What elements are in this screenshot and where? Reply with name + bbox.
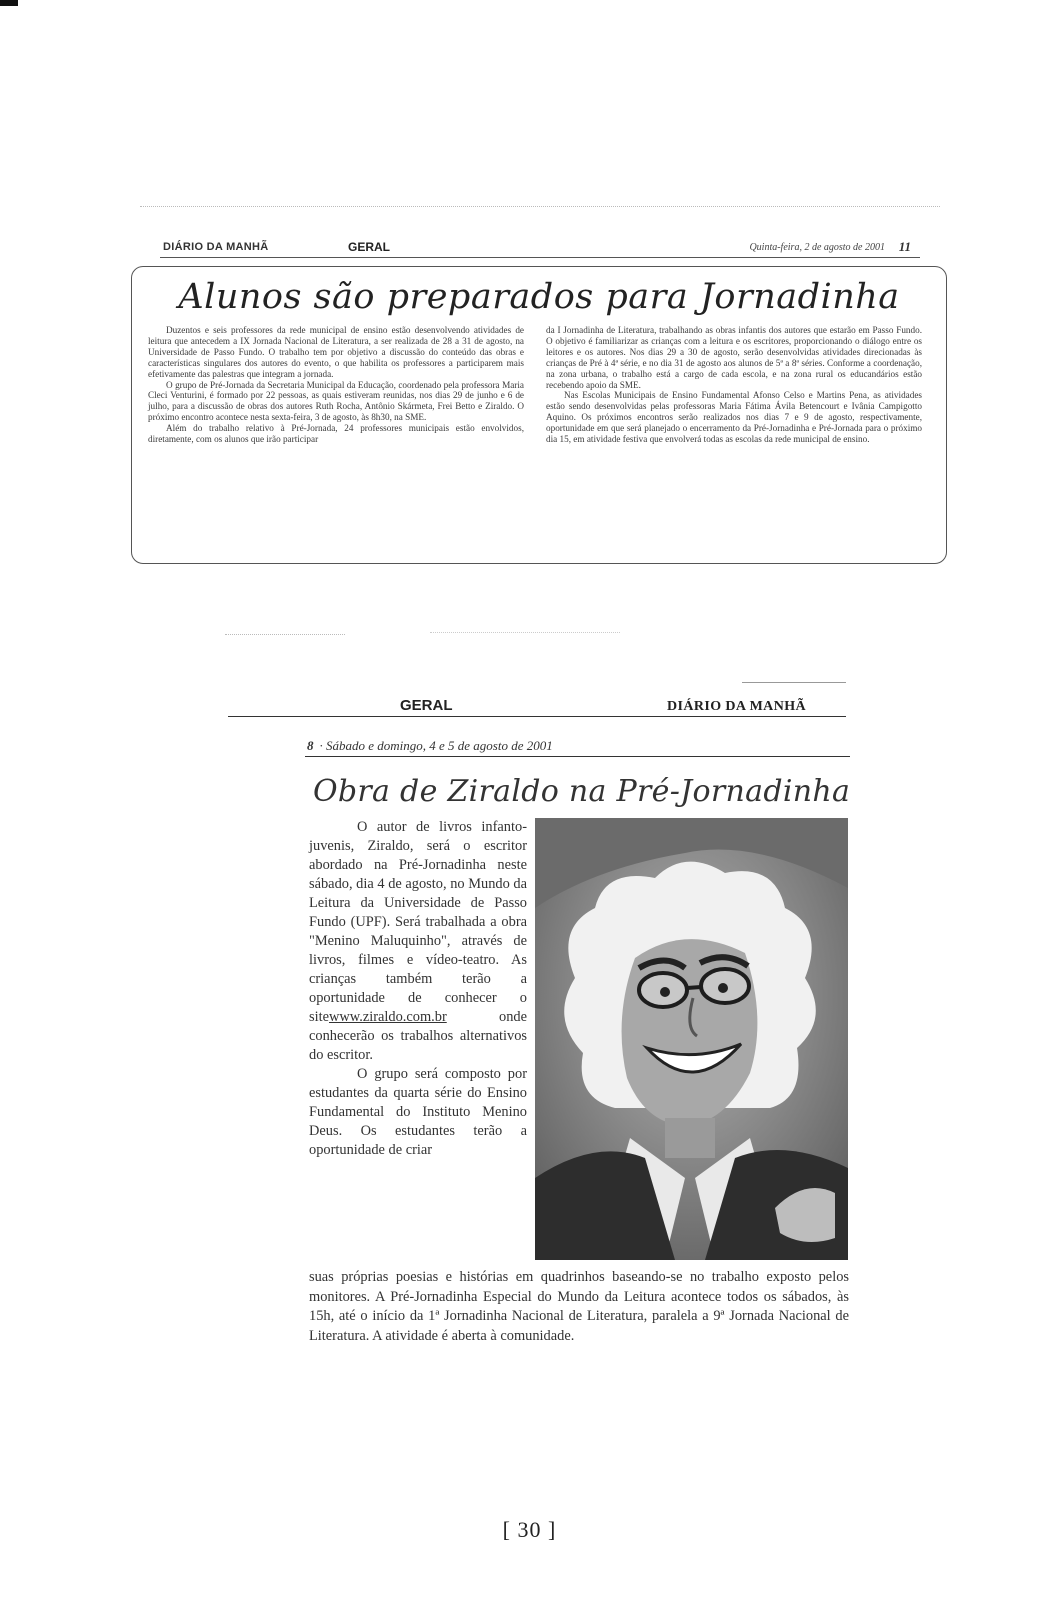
clipping-2-scrap-line — [742, 682, 846, 683]
clipping-1-article-box — [131, 266, 947, 564]
clipping-2-newspaper-name: DIÁRIO DA MANHÃ — [667, 699, 806, 714]
ziraldo-site-link: www.ziraldo.com.br — [328, 1009, 447, 1025]
clipping-2-header-rule — [228, 716, 846, 717]
clipping-1-header — [163, 241, 933, 257]
ziraldo-caricature-photo — [535, 818, 848, 1260]
clipping-1-top-rule — [140, 206, 940, 207]
clipping-1-paragraph: O grupo de Pré-Jornada da Secretaria Municipal da Educação, coordenado pela professora Maria Cleci Venturini, é formado por 22 pessoas, as quais estiveram reunidas, nos dias 29 de junho e 6 de julho, para a discussão de obras dos autores Ruth Rocha, Antônio Skármeta, Frei Betto e Ziraldo. O próximo encontro acontece nesta sexta-feira, 3 de agosto, às 8h30, na SME. — [148, 379, 524, 423]
clipping-2-paragraph-continuation: suas próprias poesias e histórias em quadrinhos baseando-se no trabalho exposto pelos monitores. A Pré-Jornadinha Especial do Mundo da Leitura acontece todos os sábados, às 15h, até o início da 1ª Jornadinha Nacional de Literatura, paralela a 9ª Jornada Nacional de Literatura. A atividade é aberta à comunidade. — [309, 1269, 849, 1344]
clipping-2-paragraph — [309, 818, 527, 1065]
clipping-2-dateline-rule — [305, 756, 850, 757]
clipping-2-scrap-line — [225, 634, 345, 635]
clipping-1-paragraph: Nas Escolas Municipais de Ensino Fundamental Afonso Celso e Martins Pena, as atividades estão sendo desenvolvidas pelas professoras Maria Fátima Ávila Betencourt e Ivânia Campigotto Aquino. Os próximos encontros serão realizados nos dias 7 e 9 de agosto, respectivamente, oportunidade em que será planejado o encerramento da Pré-Jornadinha e Pré-Jornada para o próximo dia 15, em atividade festiva que envolverá todas as escolas da rede municipal de ensino. — [546, 390, 922, 445]
clipping-2-headline: Obra de Ziraldo na Pré-Jornadinha — [313, 774, 851, 809]
clipping-2-paragraph: O grupo será composto por estudantes da quarta série do Ensino Fundamental do Instituto Menino Deus. Os estudantes terão a oportunidade de criar — [309, 1066, 527, 1158]
clipping-2-date: Sábado e domingo, 4 e 5 de agosto de 2001 — [326, 738, 553, 753]
clipping-1-paragraph: da I Jornadinha de Literatura, trabalhando as obras infantis dos autores que estarão em Passo Fundo. O objetivo é familiarizar as crianças com a leitura e os escritores, proporcionando o diálogo entre os leitores e os autores. Nos dias 29 a 30 de agosto, serão desenvolvidas atividades direcionadas às crianças de Pré à 4ª série, e no dia 31 de agosto aos alunos de 5ª a 8ª séries. Conforme a coordenação, na zona urbana, o trabalho está a cargo de cada escola, e na zona rural os educandários estão recebendo apoio da SME. — [546, 325, 922, 390]
clipping-2-dateline: 8 · Sábado e domingo, 4 e 5 de agosto de 2001 — [307, 738, 553, 753]
clipping-1-paragraph: Além do trabalho relativo à Pré-Jornada, 24 professores municipais estão envolvidos, diretamente, com os alunos que irão participar — [148, 423, 524, 445]
clipping-2-text: O autor de livros infanto-juvenis, Ziraldo, será o escritor abordado na Pré-Jornadinha neste sábado, dia 4 de agosto, no Mundo da Leitura da Universidade de Passo Fundo (UPF). Será trabalhada a obra "Menino Maluquinho", através de livros, filmes e vídeo-teatro. As crianças também terão a oportunidade de conhecer o site — [309, 819, 527, 1025]
clipping-2-text-column — [309, 818, 527, 1160]
clipping-1-paragraph: Duzentos e seis professores da rede municipal de ensino estão desenvolvendo atividades de leitura que antecedem a IX Jornada Nacional de Literatura, a ser realizada de 28 a 31 de agosto, na Universidade de Passo Fundo. O trabalho tem por objetivo a discussão do conteúdo das obras e características singulares dos autores do evento, o que habilita os professores a participarem mais efetivamente das palestras que integram a jornada. — [148, 325, 524, 379]
clipping-2-section: GERAL — [400, 697, 453, 714]
clipping-1-newspaper-name: DIÁRIO DA MANHÃ — [163, 241, 269, 253]
scan-corner-mark — [0, 0, 18, 6]
clipping-1-date: Quinta-feira, 2 de agosto de 2001 — [749, 242, 885, 253]
clipping-1-section: GERAL — [348, 240, 390, 254]
clipping-2-text: onde conhecerão os trabalhos alternativos do escritor. — [309, 1009, 527, 1063]
clipping-2-page-number: 8 — [307, 738, 314, 753]
page-number: [ 30 ] — [502, 1517, 557, 1542]
clipping-1-right-column — [546, 325, 922, 445]
clipping-2-header — [230, 697, 806, 717]
clipping-1-header-rule — [160, 257, 920, 258]
clipping-2-scrap-line — [430, 632, 620, 633]
clipping-1-headline: Alunos são preparados para Jornadinha — [178, 277, 900, 317]
clipping-1-page-number: 11 — [898, 239, 911, 254]
clipping-1-left-column — [148, 325, 524, 445]
